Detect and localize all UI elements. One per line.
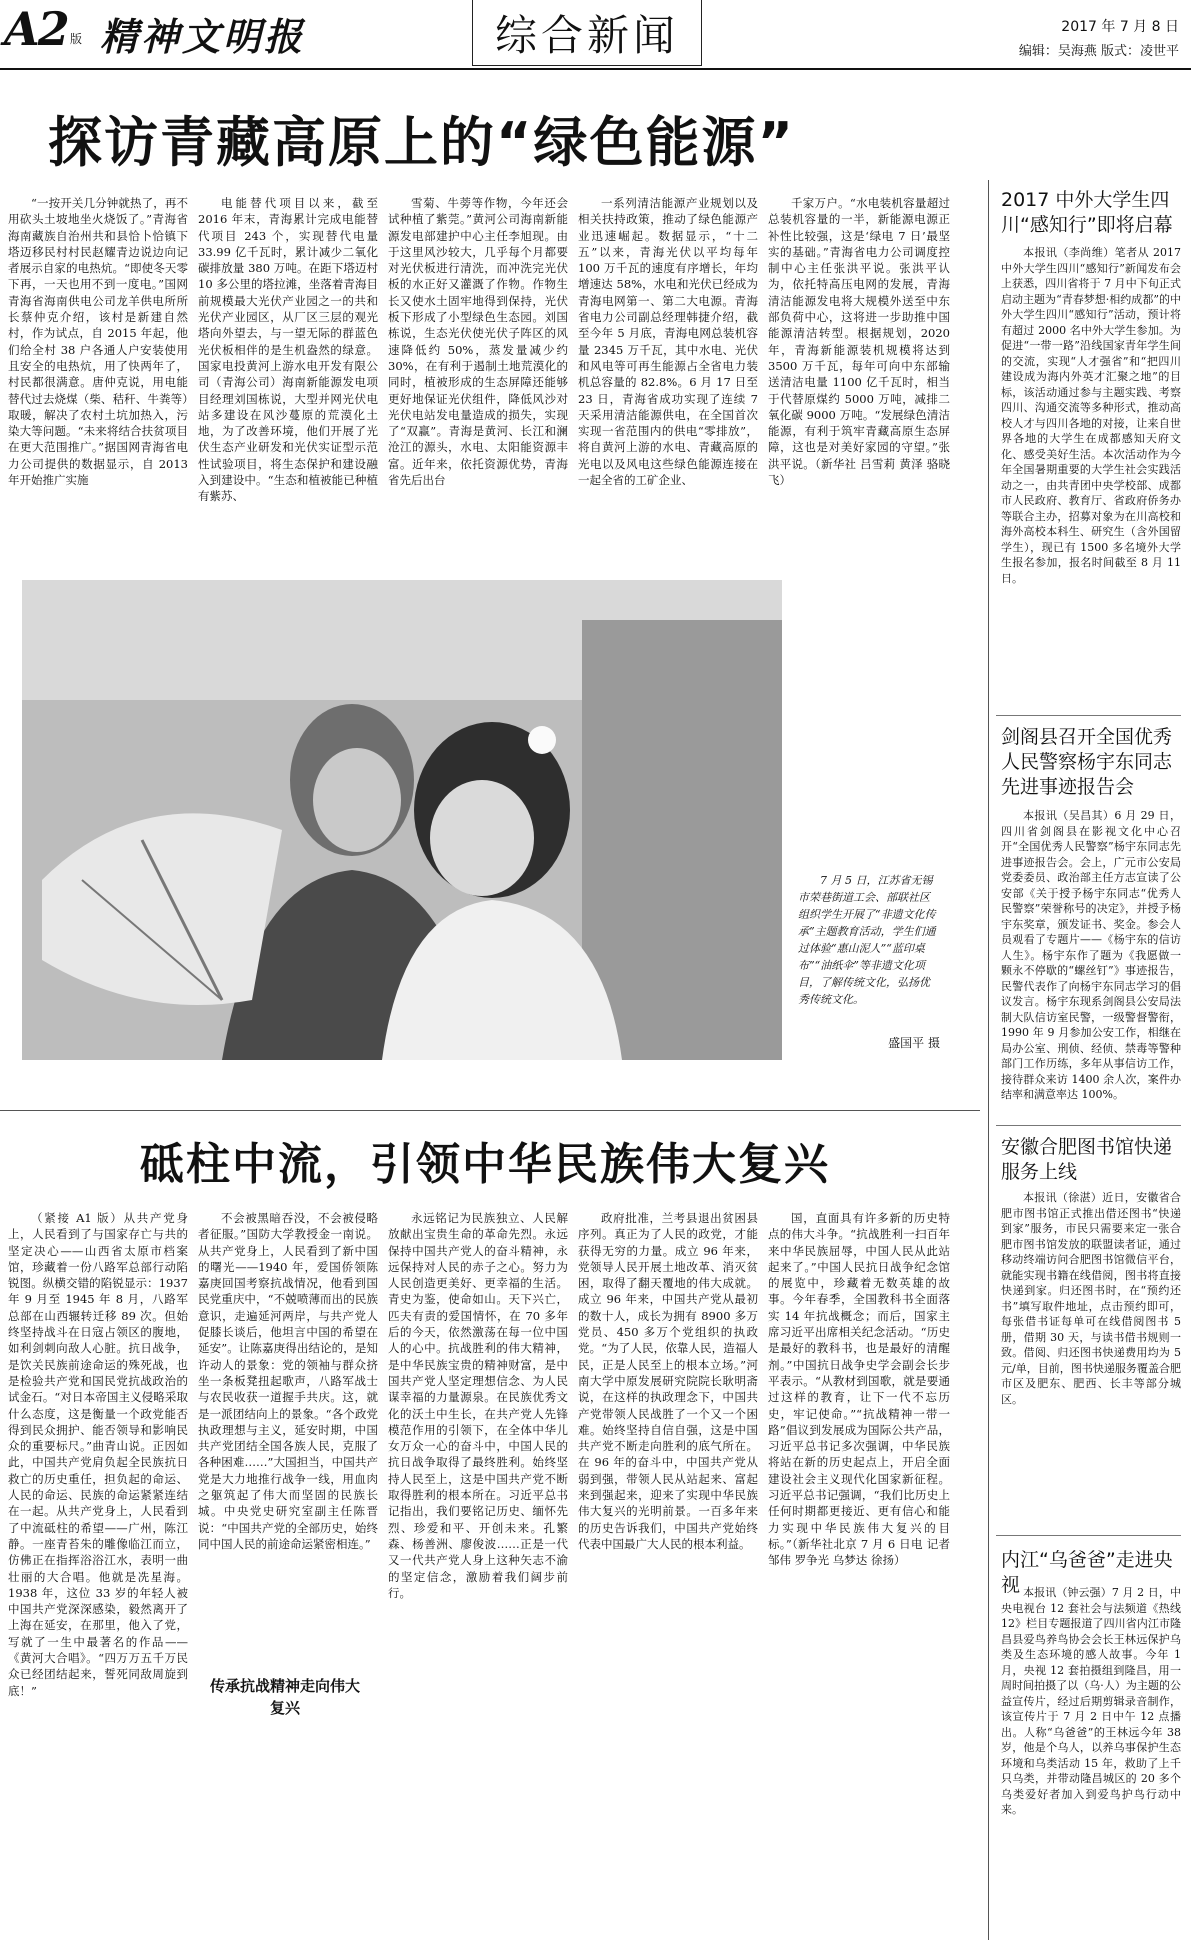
news-photo xyxy=(22,580,782,1060)
page-number: A2 xyxy=(4,2,68,56)
newspaper-name: 精神文明报 xyxy=(100,14,306,59)
sidebar-rule-2 xyxy=(996,1125,1181,1126)
second-article-column-5: 国，直面具有许多新的历史特点的伟大斗争。“抗战胜利一扫百年来中华民族屈辱，中国人民从此站起来了。”中国人民抗日战争纪念馆的展览中，珍藏着无数英雄的故事。今年春季，全国教科书全面落实 14 年抗战概念；而后，国家主席习近平出席相关纪念活动。“历史是最好的教科书，也是最好的清醒剂。”中国抗日战争史学会副会长步平表示。“从教材到国歌，就是要通过这样的教育，让下一代不忘历史，牢记使命。”“抗战精神一带一路”倡议到发展成为国际公共产品，习近平总书记多次强调，中华民族将站在新的历史起点上，开启全面建设社会主义现代化国家新征程。习近平总书记强调，“我们比历史上任何时期都更接近、更有信心和能力实现中华民族伟大复兴的目标。”（新华社北京 7 月 6 日电 记者 邹伟 罗争光 乌梦达 徐扬） xyxy=(768,1211,950,1568)
sidebar-article-2: 本报讯（吴昌其）6 月 29 日，四川省剑阁县在影视文化中心召开“全国优秀人民警察”杨宇东同志先进事迹报告会。会上，广元市公安局党委委员、政治部主任方志宣读了公安部《关于授予杨宇东同志“优秀人民警察”荣誉称号的决定》，并授予杨宇东奖章，颁发证书、奖金。参会人员观看了专题片——《杨宇东的信访人生》。杨宇东作了题为《我愿做一颗永不停歇的“螺丝钉”》事迹报告，民警代表作了向杨宇东同志学习的倡议发言。杨宇东现系剑阁县公安局法制大队信访室民警，一级警督警衔，1990 年 9 月参加公安工作，相继在局办公室、刑侦、经侦、禁毒等警种部门工作历练，多年从事信访工作，接待群众来访 1400 余人次，案件办结率和满意率达 100%。 xyxy=(1001,809,1181,1101)
second-article-column-1: （紧接 A1 版）从共产党身上，人民看到了与国家存亡与共的坚定决心——山西省太原市档案馆，珍藏着一份八路军总部行动陷锐图。纵横交错的陷锐显示：1937 年 9 月至 1945 年 8 月，八路军总部在山西辗转迁移 89 次。但始终坚持战斗在日寇占领区的腹地，如利剑刺向敌人心脏。抗日战争，是饮关民族前途命运的殊死战，也是检验共产党和国民党抗战政治的试金石。“对日本帝国主义侵略采取什么态度，这是衡量一个政党能否得到民众拥护、能否领导和影响民众的重要标尺。”曲青山说。正因如此，中国共产党肩负起全民族抗日救亡的历史重任，担负起的命运、人民的命运、民族的命运紧紧连结在一起。从共产党身上，人民看到了中流砥柱的希望——广州，陈江静。一座青苔朱的雕像临江而立，仿佛正在指挥浴浴江水，表明一曲壮丽的大合唱。他就是冼星海。1938 年，这位 33 岁的年轻人被中国共产党深深感染，毅然离开了上海在延安，在那里，他入了党，写就了一生中最著名的作品——《黄河大合唱》。“四万万五千万民众已经团结起来，誓死同敌周旋到底！” xyxy=(8,1211,188,1698)
masthead xyxy=(0,0,1191,72)
editor-credits: 编辑：吴海燕 版式：凌世平 xyxy=(1018,44,1179,59)
issue-date: 2017 年 7 月 8 日 xyxy=(1061,19,1179,35)
photo-credit: 盛国平 摄 xyxy=(888,1036,940,1050)
second-headline: 砥柱中流，引领中华民族伟大复兴 xyxy=(140,1139,830,1190)
photo-caption: 7 月 5 日，江苏省无锡市荣巷街道工会、部联社区组织学生开展了“非遗文化传承”主题教育活动，学生们通过体验“惠山泥人”“蓝印桌布”“油纸伞”等非遗文化项目，了解传统文化，弘扬优秀传统文化。 xyxy=(798,874,936,1006)
sidebar-article-3: 本报讯（徐湛）近日，安徽省合肥市图书馆正式推出借还图书“快递到家”服务，市民只需要来定一张合肥市图书馆发放的联盟读者证，通过移动终端访问合肥图书馆微信平台，就能实现书籍在线借阅，图书将直接快递到家。归还图书时，在“预约还书”填写取件地址，点击预约即可，每张借书证每单可在线借阅图书 5 册，借期 30 天，与读书借书规则一致。借阅、归还图书快递费用均为 5 元/单，目前，图书快递服务覆盖合肥市区及肥东、肥西、长丰等部分城区。 xyxy=(1001,1191,1181,1406)
main-article-column-3: 雪菊、牛蒡等作物，今年还会试种植了紫莞。”黄河公司海南新能源发电部建护中心主任李旭现。由于这里风沙较大，几乎每个月都要对光伏板进行清洗，而冲洗完光伏板的水正好又灌溉了作物。作物生长又使水土固牢地得到保持，光伏板下形成了小型绿色生态园。刘国栋说，生态光伏使光伏子阵区的风速降低约 50%，蒸发量减少约 30%，在有利于遏制土地荒漠化的同时，植被形成的生态屏障还能够更好地保证光伏组件，降低风沙对光伏电站发电量造成的损失，实现了“双赢”。青海是黄河、长江和澜沧江的源头，水电、太阳能资源丰富。近年来，依托资源优势，青海省先后出台 xyxy=(388,196,568,488)
sidebar-headline-1: 2017 中外大学生四川“感知行”即将启幕 xyxy=(1001,189,1173,236)
sidebar-divider xyxy=(988,180,989,1940)
sidebar-rule-3 xyxy=(996,1535,1181,1536)
second-article-column-4: 政府批准，兰考县退出贫困县序列。真正为了人民的政党，才能获得无穷的力量。成立 96 年来，党领导人民开展土地改革、消灭贫困，取得了翻天覆地的伟大成就。成立 96 年来，中国共产党从最初的数十人，成长为拥有 8900 多万党员、450 多万个党组织的执政党。“为了人民，依靠人民，造福人民，正是人民至上的根本立场。”河南大学中原发展研究院院长耿明斋说，在这样的执政理念下，中国共产党带领人民战胜了一个又一个困难。始终坚持自信自强，这是中国共产党不断走向胜利的底气所在。在 96 年的奋斗中，中国共产党从弱到强，带领人民从站起来、富起来到强起来，迎来了实现中华民族伟大复兴的光明前景。一百多年来的历史告诉我们，中国共产党始终代表中国最广大人民的根本利益。 xyxy=(578,1211,758,1551)
sidebar-headline-3: 安徽合肥图书馆快递服务上线 xyxy=(1001,1136,1173,1183)
photo-illustration xyxy=(22,580,782,1060)
sidebar-article-1: 本报讯（李尚维）笔者从 2017 中外大学生四川“感知行”新闻发布会上获悉，四川省将于 7 月中下旬正式启动主题为“青春梦想·相约成都”的中外大学生四川“感知行”活动，预计将有超过 2000 名中外大学生参加。为促进“一带一路”沿线国家青年学生间的交流，实现“人才强省”和“把四川建设成为海内外英才汇聚之地”的目标，该活动通过参与主题实践、考察四川、沟通交流等多种形式，推动高校人才与四川各地的对接，让来自世界各地的大学生在成都感知天府文化、感受美好生活。本次活动作为今年全国暑期重要的大学生社会实践活动之一，由共青团中央学校部、成都市人民政府、教育厅、省政府侨务办等联合主办，招募对象为在川高校和海外高校本科生、研究生（含外国留学生），现已有 1500 多名境外大学生报名参加，报名时间截至 8 月 11 日。 xyxy=(1001,246,1181,585)
main-article-column-5: 千家万户。“水电装机容量超过总装机容量的一半，新能源电源正补性比较强，这是‘绿电 7 日’最坚实的基础。”青海省电力公司调度控制中心主任张洪平说。张洪平认为，依托特高压电网的发展，青海清洁能源发电将大规模外送至中东部负荷中心，这将进一步助推中国能源清洁转型。根据规划，2020 年，青海新能源装机规模将达到 3500 万千瓦，每年可向中东部输送清洁电量 1100 亿千瓦时，相当于代替原煤约 5000 万吨，减排二氧化碳 9000 万吨。“发展绿色清洁能源，有利于筑牢青藏高原生态屏障，这也是对美好家园的守望。”张洪平说。（新华社 吕雪莉 黄泽 骆晓飞） xyxy=(768,196,950,488)
main-article-column-1: “一按开关几分钟就热了，再不用砍头土坡地坐火烧饭了。”青海省海南藏族自治州共和县恰卜恰镇下塔迈移民村村民赵耀青边说边向记者展示自家的电热炕。“即使冬天零下再，一天也用不到一度电。”国网青海省海南供电公司龙羊供电所所长蔡仲克介绍，该村是新建自然村，作为试点，自 2015 年起，他们给全村 38 户各通人户安装使用且安全的电热炕，用了快两年了，村民都很满意。唐仲克说，用电能替代过去烧煤（柴、秸秆、牛粪等）取暖，解决了农村土坑加热入，污染大等问题。“未来将结合扶贫项目在更大范围推广。”据国网青海省电力公司提供的数据显示，自 2013 年开始推广实施 xyxy=(8,196,188,488)
photo-bottom-rule xyxy=(0,1110,980,1111)
sidebar-rule-1 xyxy=(996,715,1181,716)
main-article-column-4: 一系列清洁能源产业规划以及相关扶持政策，推动了绿色能源产业迅速崛起。数据显示，“十二五”以来，青海光伏以平均每年 100 万千瓦的速度有序增长，年均增速达 58%，水电和光伏已经成为青海电网第一、第二大电源。青海省电力公司副总经理韩捷介绍，截至今年 5 月底，青海电网总装机容量 2345 万千瓦，其中水电、光伏和风电等可再生能源占全省电力装机总容量的 82.8%。6 月 17 日至 23 日，青海省成功实现了连续 7 天采用清洁能源供电，在全国首次实现一省范围内的供电“零排放”，将自黄河上游的水电、青藏高原的光电以及风电这些绿色能源连接在一起全省的工矿企业、 xyxy=(578,196,758,488)
second-article-column-2b xyxy=(198,1740,378,1935)
section-title: 综合新闻 xyxy=(472,0,702,66)
masthead-rule xyxy=(0,68,1191,70)
main-headline: 探访青藏高原上的“绿色能源” xyxy=(48,111,795,174)
main-article-column-2: 电能替代项目以来，截至 2016 年末，青海累计完成电能替代项目 243 个，实现替代电量 33.99 亿千瓦时，累计减少二氧化碳排放量 380 万吨。在距下塔迈村 10 多公里的塔拉滩，坐落着青海目前规模最大光伏产业园之一的共和光伏产业园区，从厂区三层的观光塔向外望去，与一望无际的群蓝色光伏板相伴的是生机盎然的绿意。国家电投黄河上游水电开发有限公司（青海公司）海南新能源发电项目经理刘国栋说，大型并网光伏电站多建设在风沙蔓原的荒漠化土地，为了改善环境，他们开展了光伏生态产业研发和光伏实证型示范性试验项目，将生态保护和建设融入到建设中。“生态和植被能已种植有紫苏、 xyxy=(198,196,378,504)
sidebar-headline-2: 剑阁县召开全国优秀人民警察杨宇东同志先进事迹报告会 xyxy=(1001,726,1173,798)
sidebar-article-4: 本报讯（钟云强）7 月 2 日，中央电视台 12 套社会与法频道《热线 12》栏目专题报道了四川省内江市隆昌县爱鸟养鸟协会会长王林远保护乌类及生态环境的感人故事。今年 1 月，央视 12 套拍摄组到隆昌，用一周时间拍摄了以（乌·人）为主题的公益宣传片，经过后期剪辑录音制作，该宣传片于 7 月 2 日中午 12 点播出。人称“乌爸爸”的王林远今年 38 岁，他是个乌人，以养乌事保护生态环境和乌类活动 15 年，救助了上千只乌类，并带动隆昌城区的 20 多个乌类爱好者加入到爱鸟护鸟行动中来。 xyxy=(1001,1586,1181,1816)
second-article-column-3: 永远铭记为民族独立、人民解放献出宝贵生命的革命先烈。永远保持中国共产党人的奋斗精神，永远保持对人民的赤子之心。努力为人民创造更美好、更幸福的生活。青史为鉴，使命如山。天下兴亡，匹夫有责的爱国情怀，在 70 多年后的今天，依然激荡在每一位中国人的心中。抗战胜利的伟大精神，是中华民族宝贵的精神财富，是中国共产党人坚定理想信念、为人民谋幸福的力量源泉。在民族优秀文化的沃土中生长，在共产党人先锋模范作用的引领下，在全体中华儿女万众一心的奋斗中，中国人民的抗日战争取得了最终胜利。始终坚持人民至上，这是中国共产党不断取得胜利的根本所在。习近平总书记指出，我们要铭记历史、缅怀先烈、珍爱和平、开创未来。孔繁森、杨善洲、廖俊波……正是一代又一代共产党人身上这种矢志不渝的坚定信念，激励着我们阔步前行。 xyxy=(388,1211,568,1600)
second-article-subhead: 传承抗战精神走向伟大复兴 xyxy=(209,1677,360,1717)
sidebar-headline-4: 内江“乌爸爸”走进央视 xyxy=(1001,1549,1173,1596)
second-article-column-2: 不会被黑暗吞没，不会被侵略者征服。”国防大学教授金一南说。从共产党身上，人民看到了新中国的曙光——1940 年，爱国侨领陈嘉庚回国考察抗战情况，他看到国民党重庆中，“不兢喷薄而出的民族意识，走遍延河两岸，与共产党人促膝长谈后，他坦言中国的希望在延安”。让陈嘉庚得出结论的，是知许动人的景象：党的领袖与群众挤坐一条板凳扭起歌声，八路军战士与农民收获一道握手共庆。这，就是一派团结向上的景象。“各个政党执政理想与主义，延安时期，中国共产党团结全国各族人民，克服了各种困难……”大国担当，中国共产党是大力地推行战争一线，用血肉之躯筑起了伟大而坚固的民族长城。中央党史研究室副主任陈晋说：“中国共产党的全部历史，始终同中国人民的前途命运紧密相连。” xyxy=(198,1211,378,1551)
page-suffix: 版 xyxy=(70,32,83,46)
